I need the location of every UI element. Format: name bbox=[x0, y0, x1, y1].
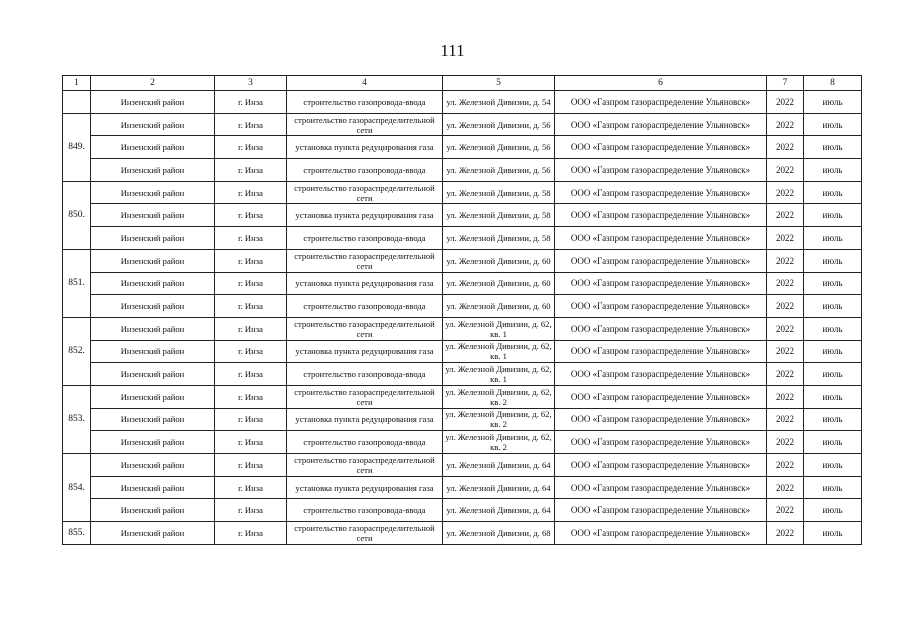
organization-cell: ООО «Газпром газораспределение Ульяновск» bbox=[555, 295, 767, 318]
table-row bbox=[63, 181, 862, 204]
year-cell: 2022 bbox=[767, 91, 804, 114]
month-cell: июль bbox=[804, 476, 862, 499]
work-type-cell: строительство газопровода-ввода bbox=[287, 227, 443, 250]
table-row bbox=[63, 363, 862, 386]
address-cell: ул. Железной Дивизии, д. 56 bbox=[443, 159, 555, 182]
column-header: 5 bbox=[443, 76, 555, 91]
work-type-cell: строительство газопровода-ввода bbox=[287, 91, 443, 114]
year-cell: 2022 bbox=[767, 204, 804, 227]
locality-cell: г. Инза bbox=[215, 317, 287, 340]
column-header: 1 bbox=[63, 76, 91, 91]
organization-cell: ООО «Газпром газораспределение Ульяновск» bbox=[555, 476, 767, 499]
address-cell: ул. Железной Дивизии, д. 60 bbox=[443, 272, 555, 295]
address-cell: ул. Железной Дивизии, д. 62, кв. 2 bbox=[443, 385, 555, 408]
address-cell: ул. Железной Дивизии, д. 60 bbox=[443, 295, 555, 318]
district-cell: Инзенский район bbox=[91, 340, 215, 363]
work-type-cell: строительство газораспределительной сети bbox=[287, 385, 443, 408]
work-type-cell: установка пункта редуцирования газа bbox=[287, 136, 443, 159]
table-row bbox=[63, 454, 862, 477]
address-cell: ул. Железной Дивизии, д. 62, кв. 1 bbox=[443, 340, 555, 363]
year-cell: 2022 bbox=[767, 227, 804, 250]
table-row bbox=[63, 159, 862, 182]
work-type-cell: строительство газопровода-ввода bbox=[287, 159, 443, 182]
year-cell: 2022 bbox=[767, 454, 804, 477]
address-cell: ул. Железной Дивизии, д. 62, кв. 2 bbox=[443, 431, 555, 454]
work-type-cell: строительство газораспределительной сети bbox=[287, 454, 443, 477]
year-cell: 2022 bbox=[767, 363, 804, 386]
table-row bbox=[63, 91, 862, 114]
year-cell: 2022 bbox=[767, 317, 804, 340]
month-cell: июль bbox=[804, 181, 862, 204]
address-cell: ул. Железной Дивизии, д. 60 bbox=[443, 249, 555, 272]
month-cell: июль bbox=[804, 113, 862, 136]
table-row bbox=[63, 340, 862, 363]
work-type-cell: строительство газораспределительной сети bbox=[287, 522, 443, 545]
object-number-cell: 851. bbox=[63, 249, 91, 317]
month-cell: июль bbox=[804, 159, 862, 182]
month-cell: июль bbox=[804, 204, 862, 227]
work-type-cell: строительство газораспределительной сети bbox=[287, 249, 443, 272]
month-cell: июль bbox=[804, 499, 862, 522]
work-type-cell: установка пункта редуцирования газа bbox=[287, 476, 443, 499]
district-cell: Инзенский район bbox=[91, 204, 215, 227]
organization-cell: ООО «Газпром газораспределение Ульяновск» bbox=[555, 363, 767, 386]
work-type-cell: установка пункта редуцирования газа bbox=[287, 408, 443, 431]
table-row bbox=[63, 385, 862, 408]
locality-cell: г. Инза bbox=[215, 454, 287, 477]
locality-cell: г. Инза bbox=[215, 385, 287, 408]
year-cell: 2022 bbox=[767, 499, 804, 522]
locality-cell: г. Инза bbox=[215, 91, 287, 114]
address-cell: ул. Железной Дивизии, д. 62, кв. 1 bbox=[443, 317, 555, 340]
organization-cell: ООО «Газпром газораспределение Ульяновск» bbox=[555, 408, 767, 431]
district-cell: Инзенский район bbox=[91, 295, 215, 318]
address-cell: ул. Железной Дивизии, д. 64 bbox=[443, 499, 555, 522]
organization-cell: ООО «Газпром газораспределение Ульяновск» bbox=[555, 113, 767, 136]
month-cell: июль bbox=[804, 227, 862, 250]
work-type-cell: строительство газораспределительной сети bbox=[287, 181, 443, 204]
address-cell: ул. Железной Дивизии, д. 58 bbox=[443, 227, 555, 250]
address-cell: ул. Железной Дивизии, д. 64 bbox=[443, 454, 555, 477]
organization-cell: ООО «Газпром газораспределение Ульяновск» bbox=[555, 204, 767, 227]
object-number-cell: 855. bbox=[63, 522, 91, 545]
district-cell: Инзенский район bbox=[91, 113, 215, 136]
organization-cell: ООО «Газпром газораспределение Ульяновск» bbox=[555, 340, 767, 363]
year-cell: 2022 bbox=[767, 295, 804, 318]
district-cell: Инзенский район bbox=[91, 227, 215, 250]
district-cell: Инзенский район bbox=[91, 476, 215, 499]
locality-cell: г. Инза bbox=[215, 113, 287, 136]
month-cell: июль bbox=[804, 431, 862, 454]
address-cell: ул. Железной Дивизии, д. 62, кв. 2 bbox=[443, 408, 555, 431]
table-row bbox=[63, 499, 862, 522]
work-type-cell: строительство газопровода-ввода bbox=[287, 499, 443, 522]
locality-cell: г. Инза bbox=[215, 181, 287, 204]
year-cell: 2022 bbox=[767, 522, 804, 545]
year-cell: 2022 bbox=[767, 249, 804, 272]
work-type-cell: строительство газораспределительной сети bbox=[287, 317, 443, 340]
column-header-row bbox=[63, 76, 862, 91]
month-cell: июль bbox=[804, 340, 862, 363]
table-row bbox=[63, 136, 862, 159]
district-cell: Инзенский район bbox=[91, 91, 215, 114]
column-header: 4 bbox=[287, 76, 443, 91]
organization-cell: ООО «Газпром газораспределение Ульяновск» bbox=[555, 227, 767, 250]
year-cell: 2022 bbox=[767, 136, 804, 159]
month-cell: июль bbox=[804, 249, 862, 272]
gasification-table bbox=[62, 75, 862, 545]
table-row bbox=[63, 113, 862, 136]
organization-cell: ООО «Газпром газораспределение Ульяновск» bbox=[555, 431, 767, 454]
table-row bbox=[63, 522, 862, 545]
work-type-cell: установка пункта редуцирования газа bbox=[287, 204, 443, 227]
month-cell: июль bbox=[804, 317, 862, 340]
work-type-cell: строительство газораспределительной сети bbox=[287, 113, 443, 136]
column-header: 6 bbox=[555, 76, 767, 91]
year-cell: 2022 bbox=[767, 476, 804, 499]
locality-cell: г. Инза bbox=[215, 295, 287, 318]
column-header: 8 bbox=[804, 76, 862, 91]
table-row bbox=[63, 476, 862, 499]
address-cell: ул. Железной Дивизии, д. 64 bbox=[443, 476, 555, 499]
organization-cell: ООО «Газпром газораспределение Ульяновск» bbox=[555, 249, 767, 272]
month-cell: июль bbox=[804, 454, 862, 477]
object-number-cell: 852. bbox=[63, 317, 91, 385]
page-number: 111 bbox=[440, 41, 465, 60]
column-header: 2 bbox=[91, 76, 215, 91]
organization-cell: ООО «Газпром газораспределение Ульяновск» bbox=[555, 317, 767, 340]
address-cell: ул. Железной Дивизии, д. 58 bbox=[443, 204, 555, 227]
locality-cell: г. Инза bbox=[215, 227, 287, 250]
table-row bbox=[63, 227, 862, 250]
locality-cell: г. Инза bbox=[215, 499, 287, 522]
organization-cell: ООО «Газпром газораспределение Ульяновск» bbox=[555, 385, 767, 408]
locality-cell: г. Инза bbox=[215, 272, 287, 295]
address-cell: ул. Железной Дивизии, д. 62, кв. 1 bbox=[443, 363, 555, 386]
district-cell: Инзенский район bbox=[91, 159, 215, 182]
table-row bbox=[63, 431, 862, 454]
locality-cell: г. Инза bbox=[215, 204, 287, 227]
locality-cell: г. Инза bbox=[215, 431, 287, 454]
district-cell: Инзенский район bbox=[91, 272, 215, 295]
district-cell: Инзенский район bbox=[91, 249, 215, 272]
month-cell: июль bbox=[804, 91, 862, 114]
table-row bbox=[63, 204, 862, 227]
organization-cell: ООО «Газпром газораспределение Ульяновск» bbox=[555, 136, 767, 159]
month-cell: июль bbox=[804, 295, 862, 318]
district-cell: Инзенский район bbox=[91, 363, 215, 386]
organization-cell: ООО «Газпром газораспределение Ульяновск» bbox=[555, 522, 767, 545]
work-type-cell: строительство газопровода-ввода bbox=[287, 363, 443, 386]
year-cell: 2022 bbox=[767, 340, 804, 363]
work-type-cell: строительство газопровода-ввода bbox=[287, 295, 443, 318]
year-cell: 2022 bbox=[767, 113, 804, 136]
locality-cell: г. Инза bbox=[215, 340, 287, 363]
year-cell: 2022 bbox=[767, 408, 804, 431]
work-type-cell: установка пункта редуцирования газа bbox=[287, 340, 443, 363]
locality-cell: г. Инза bbox=[215, 249, 287, 272]
locality-cell: г. Инза bbox=[215, 136, 287, 159]
locality-cell: г. Инза bbox=[215, 159, 287, 182]
object-number-cell: 853. bbox=[63, 385, 91, 453]
object-number-cell: 850. bbox=[63, 181, 91, 249]
year-cell: 2022 bbox=[767, 159, 804, 182]
organization-cell: ООО «Газпром газораспределение Ульяновск» bbox=[555, 91, 767, 114]
district-cell: Инзенский район bbox=[91, 431, 215, 454]
address-cell: ул. Железной Дивизии, д. 68 bbox=[443, 522, 555, 545]
district-cell: Инзенский район bbox=[91, 522, 215, 545]
address-cell: ул. Железной Дивизии, д. 56 bbox=[443, 136, 555, 159]
month-cell: июль bbox=[804, 272, 862, 295]
organization-cell: ООО «Газпром газораспределение Ульяновск» bbox=[555, 159, 767, 182]
table-row bbox=[63, 408, 862, 431]
table-row bbox=[63, 295, 862, 318]
table-row bbox=[63, 249, 862, 272]
month-cell: июль bbox=[804, 385, 862, 408]
object-number-cell bbox=[63, 91, 91, 114]
organization-cell: ООО «Газпром газораспределение Ульяновск» bbox=[555, 454, 767, 477]
locality-cell: г. Инза bbox=[215, 522, 287, 545]
year-cell: 2022 bbox=[767, 272, 804, 295]
district-cell: Инзенский район bbox=[91, 136, 215, 159]
column-header: 3 bbox=[215, 76, 287, 91]
organization-cell: ООО «Газпром газораспределение Ульяновск» bbox=[555, 499, 767, 522]
work-type-cell: установка пункта редуцирования газа bbox=[287, 272, 443, 295]
year-cell: 2022 bbox=[767, 431, 804, 454]
district-cell: Инзенский район bbox=[91, 499, 215, 522]
column-header: 7 bbox=[767, 76, 804, 91]
month-cell: июль bbox=[804, 408, 862, 431]
month-cell: июль bbox=[804, 136, 862, 159]
year-cell: 2022 bbox=[767, 181, 804, 204]
object-number-cell: 854. bbox=[63, 454, 91, 522]
year-cell: 2022 bbox=[767, 385, 804, 408]
table-row bbox=[63, 317, 862, 340]
work-type-cell: строительство газопровода-ввода bbox=[287, 431, 443, 454]
district-cell: Инзенский район bbox=[91, 181, 215, 204]
district-cell: Инзенский район bbox=[91, 385, 215, 408]
organization-cell: ООО «Газпром газораспределение Ульяновск» bbox=[555, 272, 767, 295]
address-cell: ул. Железной Дивизии, д. 58 bbox=[443, 181, 555, 204]
month-cell: июль bbox=[804, 522, 862, 545]
district-cell: Инзенский район bbox=[91, 408, 215, 431]
district-cell: Инзенский район bbox=[91, 454, 215, 477]
locality-cell: г. Инза bbox=[215, 363, 287, 386]
district-cell: Инзенский район bbox=[91, 317, 215, 340]
organization-cell: ООО «Газпром газораспределение Ульяновск» bbox=[555, 181, 767, 204]
locality-cell: г. Инза bbox=[215, 476, 287, 499]
month-cell: июль bbox=[804, 363, 862, 386]
object-number-cell: 849. bbox=[63, 113, 91, 181]
locality-cell: г. Инза bbox=[215, 408, 287, 431]
address-cell: ул. Железной Дивизии, д. 54 bbox=[443, 91, 555, 114]
address-cell: ул. Железной Дивизии, д. 56 bbox=[443, 113, 555, 136]
table-row bbox=[63, 272, 862, 295]
